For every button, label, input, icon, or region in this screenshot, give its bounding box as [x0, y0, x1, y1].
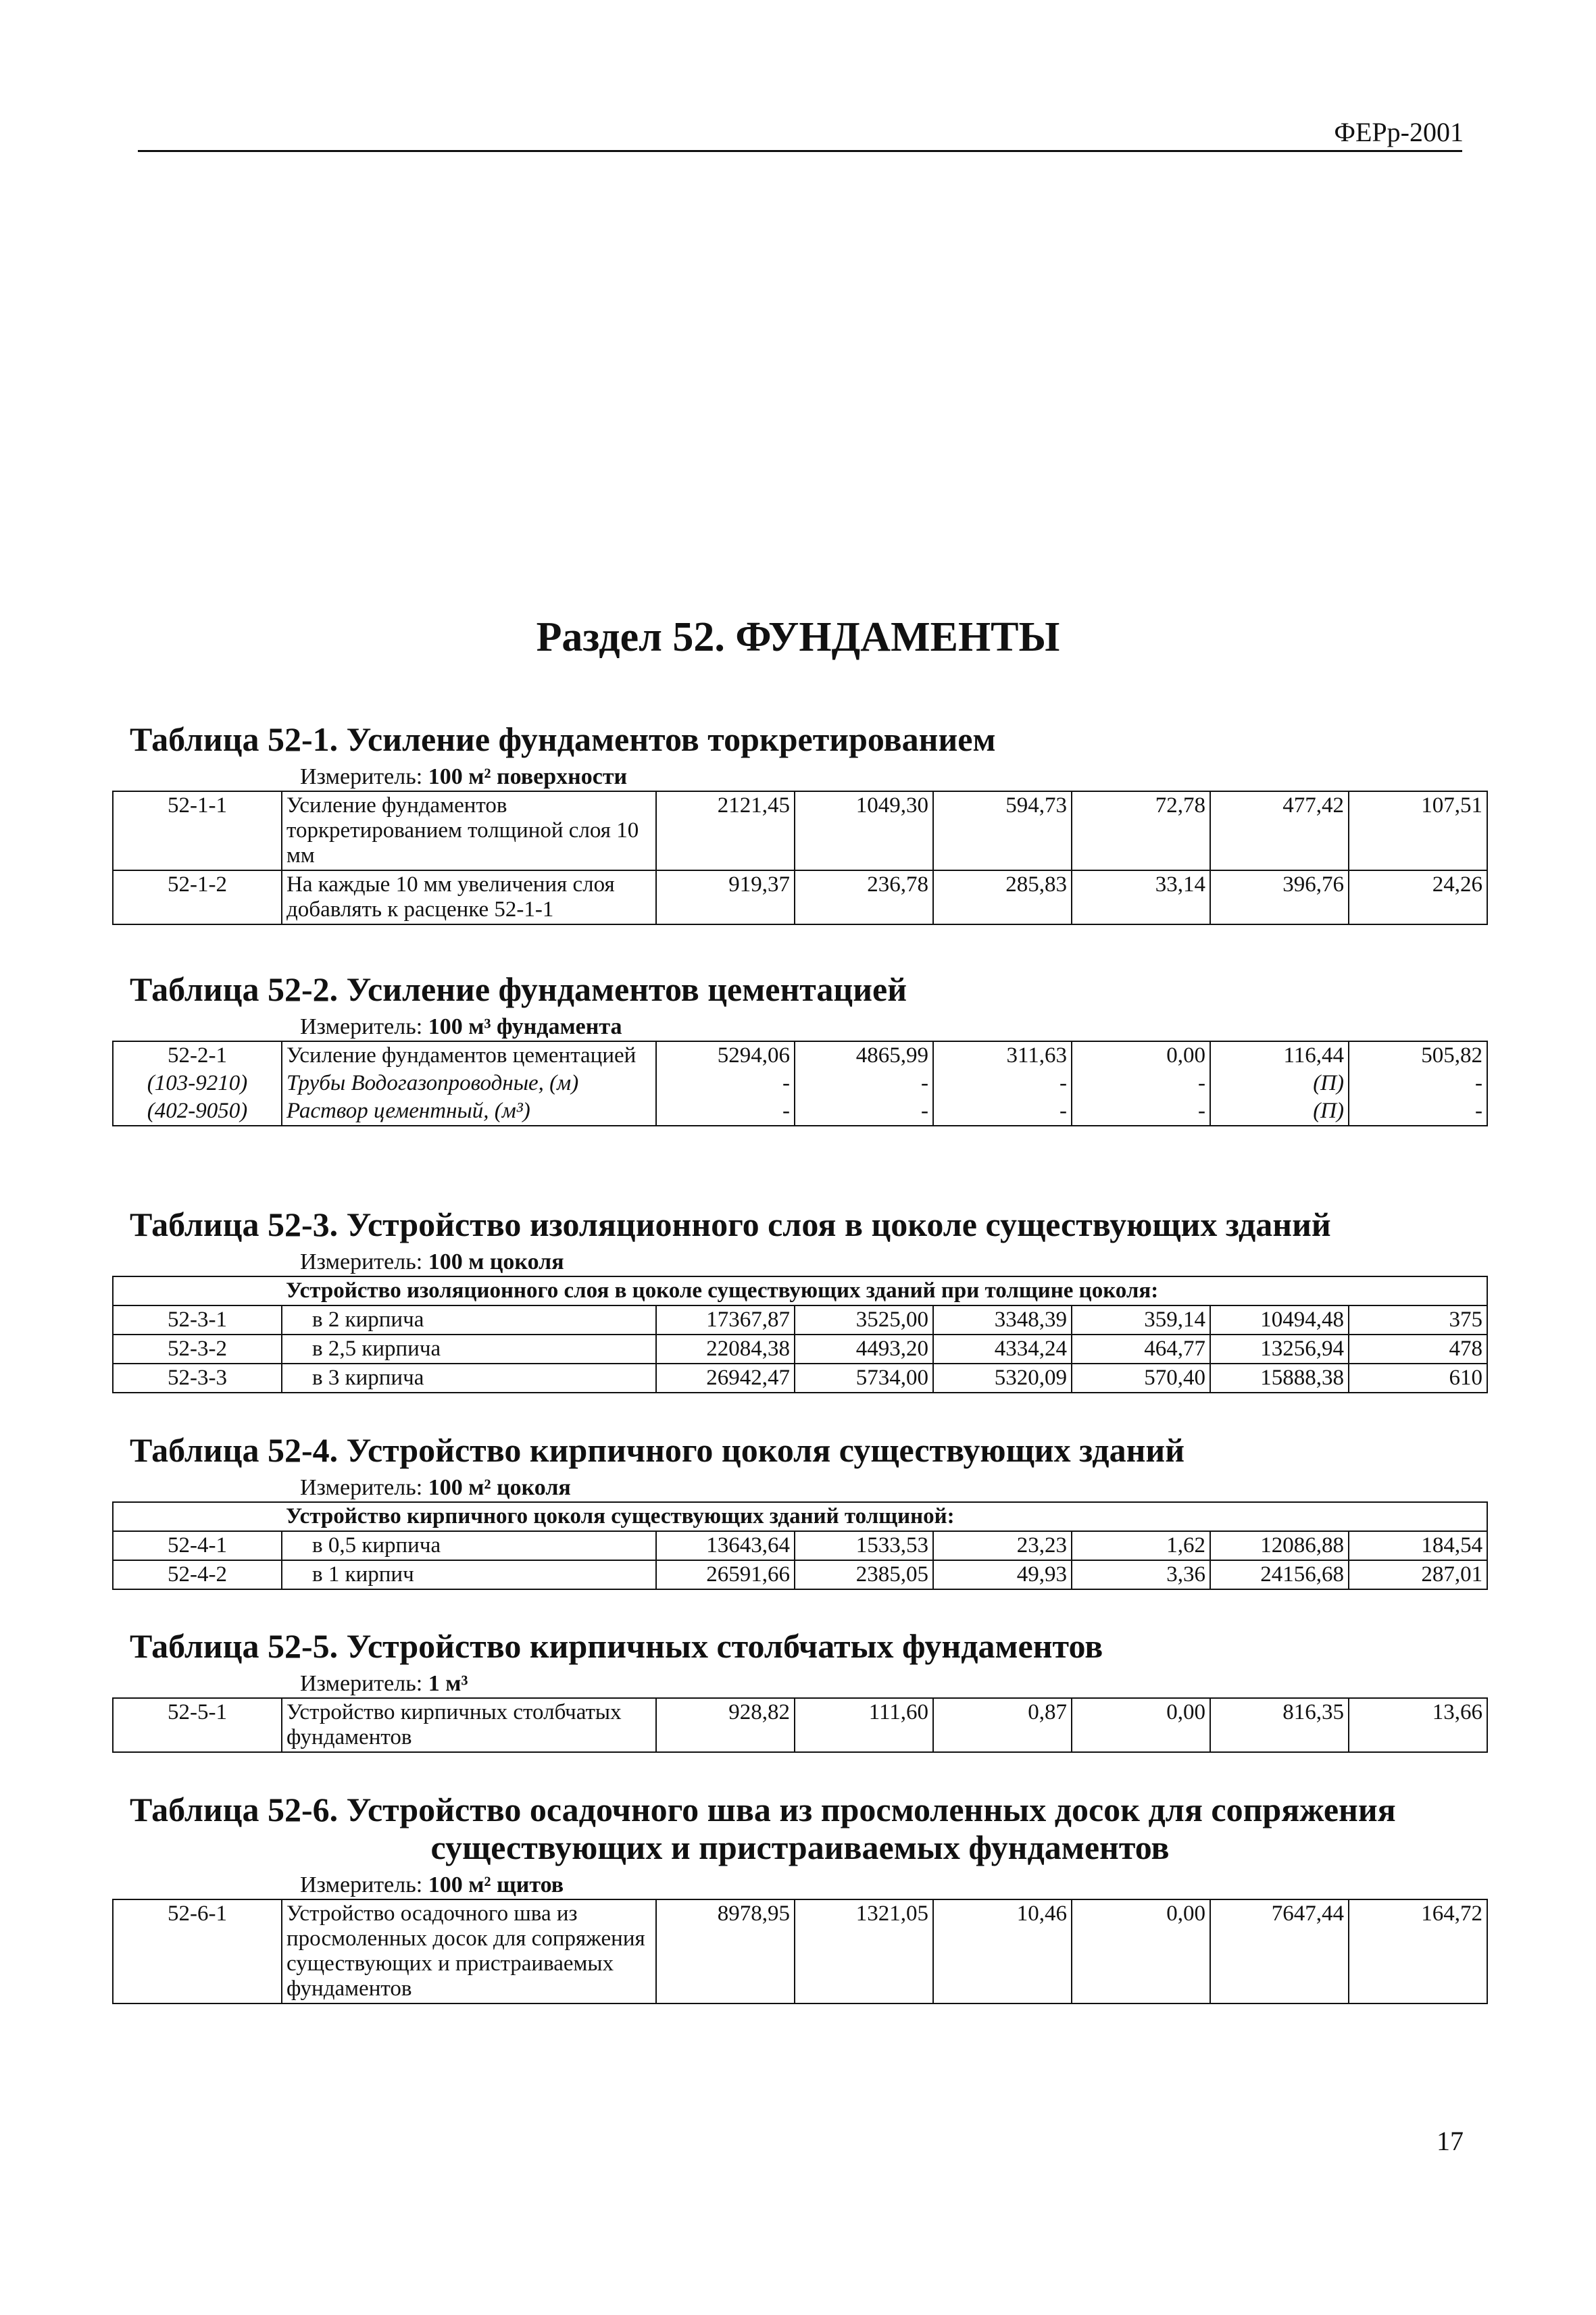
table-52-2-block [112, 970, 1488, 1126]
value-cell: 594,73 [933, 791, 1072, 870]
value-cell: 13256,94 [1210, 1335, 1349, 1364]
table-row [113, 1041, 1487, 1070]
row-code: 52-4-1 [113, 1531, 282, 1560]
value-cell: - [656, 1097, 795, 1126]
table-title: Таблица 52-4. Устройство кирпичного цоколя существующих зданий [130, 1431, 1185, 1469]
table-row [113, 1698, 1487, 1752]
value-cell: 164,72 [1349, 1899, 1487, 2003]
value-cell: 1533,53 [795, 1531, 933, 1560]
value-cell: 610 [1349, 1364, 1487, 1393]
table-row [113, 1070, 1487, 1097]
value-cell: 375 [1349, 1305, 1487, 1335]
value-cell: 396,76 [1210, 870, 1349, 924]
value-cell: 359,14 [1072, 1305, 1210, 1335]
value-cell: 928,82 [656, 1698, 795, 1752]
resource-desc: Трубы Водогазопроводные, (м) [282, 1070, 656, 1097]
table-52-3-block [112, 1205, 1488, 1393]
header-rule [138, 150, 1462, 152]
unit-label: Измеритель: [300, 1014, 423, 1039]
value-cell: - [1072, 1070, 1210, 1097]
value-cell: 13643,64 [656, 1531, 795, 1560]
resource-code: (103-9210) [113, 1070, 282, 1097]
value-cell: 5294,06 [656, 1041, 795, 1070]
table-row [113, 1560, 1487, 1589]
value-cell: 5320,09 [933, 1364, 1072, 1393]
row-desc: в 0,5 кирпича [282, 1531, 656, 1560]
value-cell: - [656, 1070, 795, 1097]
value-cell: 116,44 [1210, 1041, 1349, 1070]
row-code: 52-4-2 [113, 1560, 282, 1589]
unit-line [300, 764, 1488, 791]
value-cell: 8978,95 [656, 1899, 795, 2003]
value-cell: 236,78 [795, 870, 933, 924]
value-cell: 285,83 [933, 870, 1072, 924]
unit-value: 100 м² щитов [428, 1872, 564, 1897]
table-row [113, 1335, 1487, 1364]
value-cell: - [1349, 1070, 1487, 1097]
value-cell: 919,37 [656, 870, 795, 924]
rates-table [112, 1276, 1488, 1393]
value-cell: 816,35 [1210, 1698, 1349, 1752]
value-cell: 2121,45 [656, 791, 795, 870]
row-desc: Устройство кирпичных столбчатых фундаментов [282, 1698, 656, 1752]
value-cell: 12086,88 [1210, 1531, 1349, 1560]
rates-table [112, 1501, 1488, 1590]
value-cell: - [933, 1070, 1072, 1097]
unit-value: 100 м² цоколя [428, 1475, 571, 1500]
value-cell: 111,60 [795, 1698, 933, 1752]
row-desc: Усиление фундаментов торкретированием толщиной слоя 10 мм [282, 791, 656, 870]
row-code: 52-6-1 [113, 1899, 282, 2003]
value-cell: 478 [1349, 1335, 1487, 1364]
table-title: Таблица 52-6. Устройство осадочного шва из просмоленных досок для сопряжения [130, 1791, 1396, 1828]
table-52-5-block [112, 1627, 1488, 1753]
value-cell: 23,23 [933, 1531, 1072, 1560]
rates-table [112, 791, 1488, 925]
value-cell: 505,82 [1349, 1041, 1487, 1070]
rates-table [112, 1041, 1488, 1126]
table-row [113, 1364, 1487, 1393]
table-title: Таблица 52-5. Устройство кирпичных столбчатых фундаментов [130, 1627, 1103, 1665]
row-desc: На каждые 10 мм увеличения слоя добавлять к расценке 52-1-1 [282, 870, 656, 924]
value-cell: - [933, 1097, 1072, 1126]
value-cell: 311,63 [933, 1041, 1072, 1070]
value-cell: 287,01 [1349, 1560, 1487, 1589]
value-cell: 4865,99 [795, 1041, 933, 1070]
unit-line [300, 1014, 1488, 1041]
table-caption: Устройство кирпичного цоколя существующих зданий толщиной: [282, 1502, 1487, 1531]
row-desc: в 2,5 кирпича [282, 1335, 656, 1364]
unit-label: Измеритель: [300, 1249, 423, 1274]
value-cell: 4493,20 [795, 1335, 933, 1364]
value-cell: 22084,38 [656, 1335, 795, 1364]
value-cell: 0,00 [1072, 1041, 1210, 1070]
value-cell: 7647,44 [1210, 1899, 1349, 2003]
row-code: 52-1-1 [113, 791, 282, 870]
table-row [113, 791, 1487, 870]
table-title: Таблица 52-1. Усиление фундаментов торкретированием [130, 720, 996, 758]
value-cell: - [795, 1070, 933, 1097]
unit-line [300, 1474, 1488, 1501]
table-title: Таблица 52-3. Устройство изоляционного слоя в цоколе существующих зданий [130, 1205, 1331, 1243]
table-row [113, 1899, 1487, 2003]
table-row [113, 870, 1487, 924]
rates-table [112, 1899, 1488, 2004]
resource-desc: Раствор цементный, (м³) [282, 1097, 656, 1126]
table-row [113, 1305, 1487, 1335]
document-code: ФЕРр-2001 [1334, 117, 1464, 147]
unit-label: Измеритель: [300, 764, 423, 789]
row-desc: в 1 кирпич [282, 1560, 656, 1589]
value-cell: 24156,68 [1210, 1560, 1349, 1589]
value-cell: 2385,05 [795, 1560, 933, 1589]
value-cell: 26591,66 [656, 1560, 795, 1589]
unit-value: 100 м² поверхности [428, 764, 628, 789]
value-cell: 1,62 [1072, 1531, 1210, 1560]
table-row [113, 1531, 1487, 1560]
row-desc: в 2 кирпича [282, 1305, 656, 1335]
table-52-4-block [112, 1431, 1488, 1590]
unit-label: Измеритель: [300, 1872, 423, 1897]
value-cell: - [1072, 1097, 1210, 1126]
value-cell: 3348,39 [933, 1305, 1072, 1335]
value-cell: 10494,48 [1210, 1305, 1349, 1335]
table-caption: Устройство изоляционного слоя в цоколе существующих зданий при толщине цоколя: [282, 1276, 1487, 1305]
value-cell: 49,93 [933, 1560, 1072, 1589]
table-caption-row [113, 1502, 1487, 1531]
table-row [113, 1097, 1487, 1126]
row-code: 52-3-3 [113, 1364, 282, 1393]
value-cell: 3,36 [1072, 1560, 1210, 1589]
row-code: 52-3-2 [113, 1335, 282, 1364]
value-cell: 0,00 [1072, 1899, 1210, 2003]
value-cell: 10,46 [933, 1899, 1072, 2003]
unit-value: 1 м³ [428, 1671, 468, 1696]
value-cell: (П) [1210, 1070, 1349, 1097]
table-caption-row [113, 1276, 1487, 1305]
unit-line [300, 1670, 1488, 1697]
value-cell: 15888,38 [1210, 1364, 1349, 1393]
table-title: Таблица 52-2. Усиление фундаментов цементацией [130, 970, 907, 1008]
unit-line [300, 1872, 1488, 1899]
value-cell: 26942,47 [656, 1364, 795, 1393]
value-cell: 0,87 [933, 1698, 1072, 1752]
value-cell: 5734,00 [795, 1364, 933, 1393]
value-cell: 464,77 [1072, 1335, 1210, 1364]
value-cell: 3525,00 [795, 1305, 933, 1335]
value-cell: 17367,87 [656, 1305, 795, 1335]
value-cell: (П) [1210, 1097, 1349, 1126]
value-cell: 1049,30 [795, 791, 933, 870]
value-cell: 24,26 [1349, 870, 1487, 924]
value-cell: - [1349, 1097, 1487, 1126]
unit-line [300, 1249, 1488, 1276]
table-52-1-block [112, 720, 1488, 925]
unit-label: Измеритель: [300, 1671, 423, 1696]
row-code: 52-2-1 [113, 1041, 282, 1070]
value-cell: 1321,05 [795, 1899, 933, 2003]
table-52-6-block [112, 1791, 1488, 2004]
row-desc: Усиление фундаментов цементацией [282, 1041, 656, 1070]
rates-table [112, 1697, 1488, 1753]
value-cell: 477,42 [1210, 791, 1349, 870]
row-desc: в 3 кирпича [282, 1364, 656, 1393]
unit-value: 100 м³ фундамента [428, 1014, 622, 1039]
unit-value: 100 м цоколя [428, 1249, 564, 1274]
page-number: 17 [1437, 2126, 1464, 2156]
value-cell: 13,66 [1349, 1698, 1487, 1752]
row-code: 52-3-1 [113, 1305, 282, 1335]
value-cell: 184,54 [1349, 1531, 1487, 1560]
value-cell: 570,40 [1072, 1364, 1210, 1393]
row-code: 52-5-1 [113, 1698, 282, 1752]
value-cell: 4334,24 [933, 1335, 1072, 1364]
value-cell: - [795, 1097, 933, 1126]
resource-code: (402-9050) [113, 1097, 282, 1126]
value-cell: 0,00 [1072, 1698, 1210, 1752]
section-title: Раздел 52. ФУНДАМЕНТЫ [536, 614, 1060, 660]
row-desc: Устройство осадочного шва из просмоленных досок для сопряжения существующих и пристраиваемых фундаментов [282, 1899, 656, 2003]
unit-label: Измеритель: [300, 1475, 423, 1500]
value-cell: 33,14 [1072, 870, 1210, 924]
value-cell: 107,51 [1349, 791, 1487, 870]
value-cell: 72,78 [1072, 791, 1210, 870]
row-code: 52-1-2 [113, 870, 282, 924]
table-title-line2: существующих и пристраиваемых фундаментов [430, 1828, 1170, 1866]
